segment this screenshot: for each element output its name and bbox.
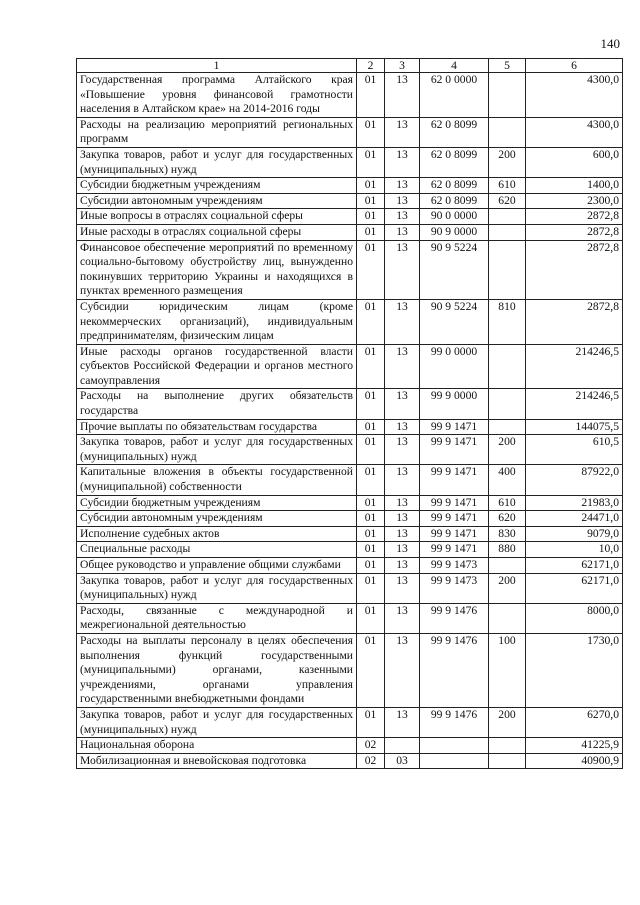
row-name: Иные расходы в отраслях социальной сферы	[77, 224, 357, 240]
row-target-article: 99 9 1476	[420, 633, 489, 707]
table-row	[77, 603, 623, 633]
row-expense-type	[489, 603, 526, 633]
row-name: Закупка товаров, работ и услуг для государственных (муниципальных) нужд	[77, 435, 357, 465]
row-expense-type: 610	[489, 178, 526, 194]
row-name: Расходы на реализацию мероприятий региональных программ	[77, 117, 357, 147]
row-subsection: 13	[385, 389, 420, 419]
row-subsection: 13	[385, 178, 420, 194]
row-expense-type	[489, 224, 526, 240]
row-expense-type: 200	[489, 707, 526, 737]
row-amount: 2872,8	[526, 224, 623, 240]
row-subsection: 13	[385, 240, 420, 299]
row-section: 01	[357, 465, 385, 495]
row-amount: 21983,0	[526, 495, 623, 511]
row-subsection: 13	[385, 542, 420, 558]
row-subsection: 13	[385, 73, 420, 118]
table-row	[77, 465, 623, 495]
row-section: 01	[357, 240, 385, 299]
row-expense-type: 810	[489, 299, 526, 344]
row-target-article: 90 9 0000	[420, 224, 489, 240]
table-row	[77, 193, 623, 209]
table-row	[77, 435, 623, 465]
table-body	[77, 73, 623, 769]
table-row	[77, 753, 623, 769]
row-subsection: 13	[385, 707, 420, 737]
budget-table	[76, 58, 623, 769]
row-section: 01	[357, 526, 385, 542]
row-name: Закупка товаров, работ и услуг для государственных (муниципальных) нужд	[77, 707, 357, 737]
row-section: 02	[357, 753, 385, 769]
row-subsection: 13	[385, 344, 420, 389]
table-row	[77, 419, 623, 435]
row-target-article: 90 9 5224	[420, 240, 489, 299]
header-col-6: 6	[526, 59, 623, 73]
row-target-article: 99 9 1471	[420, 465, 489, 495]
row-name: Субсидии юридическим лицам (кроме некоммерческих организаций), индивидуальным предпринимателям, физическим лицам	[77, 299, 357, 344]
row-subsection: 13	[385, 117, 420, 147]
row-name: Закупка товаров, работ и услуг для государственных (муниципальных) нужд	[77, 147, 357, 177]
row-name: Прочие выплаты по обязательствам государства	[77, 419, 357, 435]
row-expense-type	[489, 558, 526, 574]
row-amount: 4300,0	[526, 73, 623, 118]
table-header-row	[77, 59, 623, 73]
row-section: 01	[357, 558, 385, 574]
row-subsection: 13	[385, 526, 420, 542]
header-col-3: 3	[385, 59, 420, 73]
table-row	[77, 389, 623, 419]
row-section: 01	[357, 633, 385, 707]
row-amount: 610,5	[526, 435, 623, 465]
table-row	[77, 147, 623, 177]
header-col-5: 5	[489, 59, 526, 73]
row-name: Субсидии бюджетным учреждениям	[77, 178, 357, 194]
row-amount: 8000,0	[526, 603, 623, 633]
table-row	[77, 495, 623, 511]
row-section: 01	[357, 511, 385, 527]
row-name: Расходы, связанные с международной и межрегиональной деятельностью	[77, 603, 357, 633]
row-subsection: 13	[385, 419, 420, 435]
row-expense-type: 100	[489, 633, 526, 707]
row-target-article: 99 9 1473	[420, 573, 489, 603]
row-target-article: 99 9 1476	[420, 603, 489, 633]
row-section: 01	[357, 389, 385, 419]
row-subsection: 13	[385, 147, 420, 177]
row-target-article: 99 0 0000	[420, 344, 489, 389]
table-row	[77, 511, 623, 527]
row-section: 02	[357, 738, 385, 754]
header-col-4: 4	[420, 59, 489, 73]
table-row	[77, 240, 623, 299]
row-amount: 600,0	[526, 147, 623, 177]
row-amount: 6270,0	[526, 707, 623, 737]
row-name: Общее руководство и управление общими службами	[77, 558, 357, 574]
row-section: 01	[357, 495, 385, 511]
row-name: Иные расходы органов государственной власти субъектов Российской Федерации и органов местного самоуправления	[77, 344, 357, 389]
header-col-1: 1	[77, 59, 357, 73]
row-subsection: 13	[385, 299, 420, 344]
row-target-article: 99 9 1471	[420, 526, 489, 542]
row-section: 01	[357, 73, 385, 118]
row-section: 01	[357, 178, 385, 194]
row-amount: 62171,0	[526, 573, 623, 603]
row-subsection: 13	[385, 495, 420, 511]
row-expense-type	[489, 344, 526, 389]
row-section: 01	[357, 435, 385, 465]
row-amount: 24471,0	[526, 511, 623, 527]
row-amount: 2872,8	[526, 299, 623, 344]
row-expense-type	[489, 73, 526, 118]
row-amount: 41225,9	[526, 738, 623, 754]
row-target-article: 99 9 1471	[420, 511, 489, 527]
row-expense-type: 200	[489, 573, 526, 603]
header-col-2: 2	[357, 59, 385, 73]
row-expense-type	[489, 753, 526, 769]
row-expense-type: 610	[489, 495, 526, 511]
row-target-article	[420, 738, 489, 754]
row-section: 01	[357, 707, 385, 737]
row-name: Иные вопросы в отраслях социальной сферы	[77, 209, 357, 225]
row-target-article: 90 0 0000	[420, 209, 489, 225]
row-expense-type	[489, 738, 526, 754]
row-subsection: 13	[385, 511, 420, 527]
row-expense-type	[489, 209, 526, 225]
row-section: 01	[357, 147, 385, 177]
row-name: Мобилизационная и вневойсковая подготовка	[77, 753, 357, 769]
table-row	[77, 344, 623, 389]
row-name: Субсидии автономным учреждениям	[77, 511, 357, 527]
row-name: Специальные расходы	[77, 542, 357, 558]
row-target-article: 99 9 1476	[420, 707, 489, 737]
row-name: Расходы на выполнение других обязательств государства	[77, 389, 357, 419]
row-subsection: 13	[385, 573, 420, 603]
row-amount: 2872,8	[526, 209, 623, 225]
row-subsection: 03	[385, 753, 420, 769]
row-target-article: 99 9 1471	[420, 542, 489, 558]
row-section: 01	[357, 419, 385, 435]
row-subsection: 13	[385, 435, 420, 465]
row-subsection	[385, 738, 420, 754]
row-subsection: 13	[385, 633, 420, 707]
row-amount: 62171,0	[526, 558, 623, 574]
row-section: 01	[357, 299, 385, 344]
row-expense-type: 400	[489, 465, 526, 495]
table-row	[77, 224, 623, 240]
row-expense-type	[489, 240, 526, 299]
table-row	[77, 558, 623, 574]
table-row	[77, 707, 623, 737]
row-subsection: 13	[385, 465, 420, 495]
row-section: 01	[357, 542, 385, 558]
row-target-article: 99 9 1473	[420, 558, 489, 574]
row-subsection: 13	[385, 209, 420, 225]
table-row	[77, 633, 623, 707]
row-amount: 40900,9	[526, 753, 623, 769]
row-name: Субсидии автономным учреждениям	[77, 193, 357, 209]
row-subsection: 13	[385, 558, 420, 574]
table-row	[77, 117, 623, 147]
row-expense-type	[489, 389, 526, 419]
row-section: 01	[357, 603, 385, 633]
row-amount: 2872,8	[526, 240, 623, 299]
table-row	[77, 299, 623, 344]
row-target-article	[420, 753, 489, 769]
row-target-article: 62 0 0000	[420, 73, 489, 118]
row-target-article: 62 0 8099	[420, 147, 489, 177]
row-name: Государственная программа Алтайского края «Повышение уровня финансовой грамотности населения в Алтайском крае» на 2014-2016 годы	[77, 73, 357, 118]
row-expense-type: 620	[489, 193, 526, 209]
table-row	[77, 209, 623, 225]
row-target-article: 62 0 8099	[420, 117, 489, 147]
row-target-article: 99 9 1471	[420, 495, 489, 511]
row-amount: 214246,5	[526, 344, 623, 389]
row-amount: 9079,0	[526, 526, 623, 542]
row-name: Закупка товаров, работ и услуг для государственных (муниципальных) нужд	[77, 573, 357, 603]
row-target-article: 99 9 1471	[420, 419, 489, 435]
table-row	[77, 542, 623, 558]
row-section: 01	[357, 193, 385, 209]
table-row	[77, 73, 623, 118]
table-row	[77, 178, 623, 194]
row-expense-type: 200	[489, 147, 526, 177]
row-amount: 1730,0	[526, 633, 623, 707]
row-section: 01	[357, 117, 385, 147]
page-number: 140	[600, 36, 620, 51]
row-section: 01	[357, 209, 385, 225]
row-expense-type: 880	[489, 542, 526, 558]
row-amount: 214246,5	[526, 389, 623, 419]
row-subsection: 13	[385, 193, 420, 209]
table-row	[77, 738, 623, 754]
row-name: Финансовое обеспечение мероприятий по временному социально-бытовому обустройству лиц, вынужденно покинувших территорию Украины и находящихся в пунктах временного размещения	[77, 240, 357, 299]
row-expense-type: 620	[489, 511, 526, 527]
row-expense-type: 830	[489, 526, 526, 542]
row-subsection: 13	[385, 224, 420, 240]
row-target-article: 62 0 8099	[420, 178, 489, 194]
table-row	[77, 526, 623, 542]
row-amount: 144075,5	[526, 419, 623, 435]
row-subsection: 13	[385, 603, 420, 633]
row-name: Национальная оборона	[77, 738, 357, 754]
row-expense-type: 200	[489, 435, 526, 465]
row-expense-type	[489, 419, 526, 435]
row-expense-type	[489, 117, 526, 147]
row-target-article: 99 9 0000	[420, 389, 489, 419]
row-name: Расходы на выплаты персоналу в целях обеспечения выполнения функций государственными (муниципальными) органами, казенными учреждениями, органами управления государственными внебюджетными фондами	[77, 633, 357, 707]
row-target-article: 99 9 1471	[420, 435, 489, 465]
row-target-article: 90 9 5224	[420, 299, 489, 344]
row-section: 01	[357, 224, 385, 240]
row-name: Капитальные вложения в объекты государственной (муниципальной) собственности	[77, 465, 357, 495]
row-target-article: 62 0 8099	[420, 193, 489, 209]
row-amount: 4300,0	[526, 117, 623, 147]
row-amount: 87922,0	[526, 465, 623, 495]
row-section: 01	[357, 344, 385, 389]
row-section: 01	[357, 573, 385, 603]
row-amount: 1400,0	[526, 178, 623, 194]
row-amount: 10,0	[526, 542, 623, 558]
row-name: Исполнение судебных актов	[77, 526, 357, 542]
table-row	[77, 573, 623, 603]
row-amount: 2300,0	[526, 193, 623, 209]
row-name: Субсидии бюджетным учреждениям	[77, 495, 357, 511]
